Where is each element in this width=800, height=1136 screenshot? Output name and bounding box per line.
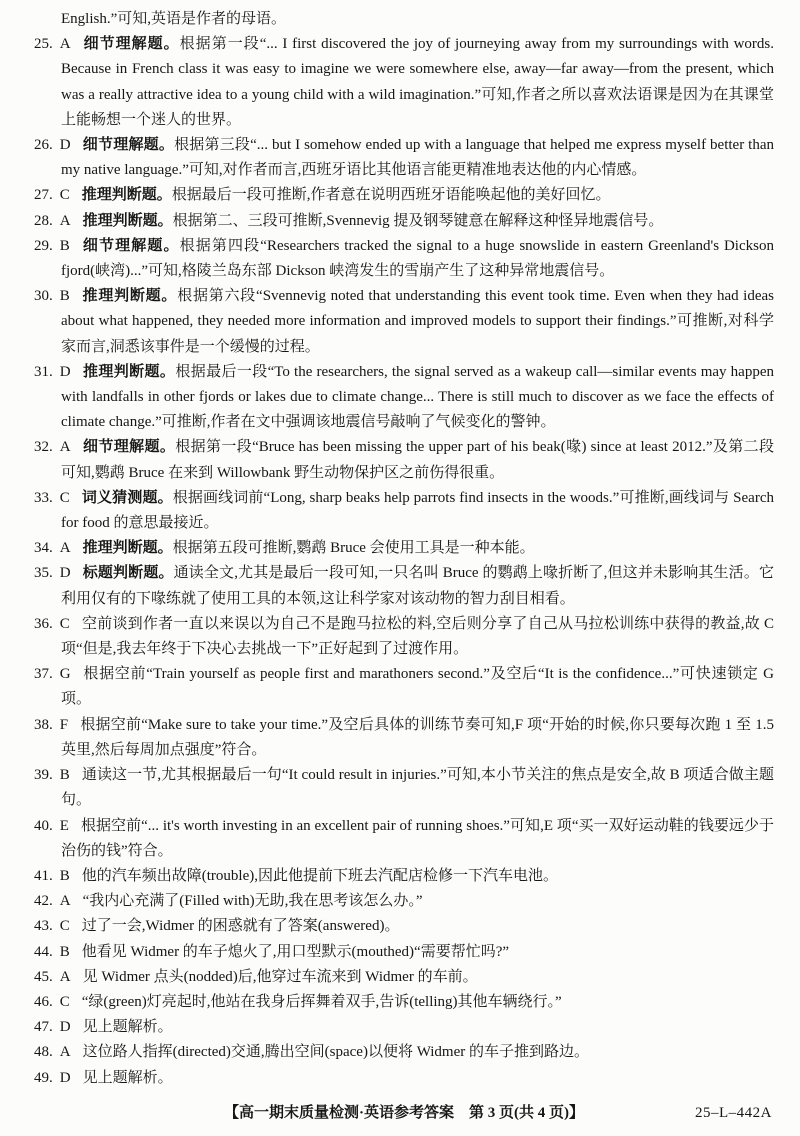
item-explanation: 他的汽车频出故障(trouble),因此他提前下班去汽配店检修一下汽车电池。 <box>81 867 558 884</box>
answer-list <box>34 32 774 1091</box>
item-answer-letter: C <box>59 489 70 506</box>
item-answer-letter: B <box>59 867 70 884</box>
answer-item-26 <box>34 133 774 183</box>
item-number: 40. <box>34 817 53 834</box>
item-number: 33. <box>34 489 53 506</box>
item-answer-letter: A <box>59 36 71 53</box>
item-answer-letter: B <box>59 237 70 254</box>
item-number: 47. <box>34 1019 53 1036</box>
item-answer-letter: D <box>59 137 71 154</box>
answer-item-31 <box>34 360 774 436</box>
item-number: 44. <box>34 943 53 960</box>
item-number: 26. <box>34 137 53 154</box>
answer-item-27 <box>34 183 774 208</box>
item-explanation: 他看见 Widmer 的车子熄火了,用口型默示(mouthed)“需要帮忙吗?” <box>81 943 510 960</box>
item-answer-letter: A <box>59 212 71 229</box>
answer-item-46 <box>34 990 774 1015</box>
answer-item-33 <box>34 486 774 536</box>
item-number: 39. <box>34 767 53 784</box>
item-question-type: 细节理解题。 <box>82 137 175 154</box>
item-answer-letter: C <box>59 993 70 1010</box>
answer-item-39 <box>34 763 774 813</box>
answer-item-45 <box>34 965 774 990</box>
page-footer <box>34 1102 774 1124</box>
answer-item-35 <box>34 561 774 611</box>
item-answer-letter: D <box>59 363 71 380</box>
item-number: 43. <box>34 918 53 935</box>
answer-item-48 <box>34 1040 774 1065</box>
item-number: 48. <box>34 1044 53 1061</box>
answer-item-38 <box>34 713 774 763</box>
item-number: 38. <box>34 716 53 733</box>
item-answer-letter: G <box>59 666 71 683</box>
answer-item-30 <box>34 284 774 360</box>
item-answer-letter: B <box>59 767 70 784</box>
item-answer-letter: A <box>59 893 71 910</box>
item-answer-letter: C <box>59 615 70 632</box>
item-explanation: 根据第二、三段可推断,Svennevig 提及钢琴键意在解释这种怪异地震信号。 <box>172 212 664 229</box>
item-explanation: 根据第一段“... I first discovered the joy of journeying away from my surroundings with words. Because in French class it was easy to imagine we were somewhere else, away—far away—from the present, which was a really attractive idea to a young child with a wild imagination.”可知,作者之所以喜欢法语课是因为在其课堂上能畅想一个迷人的世界。 <box>61 36 774 128</box>
footer-title: 【高一期末质量检测·英语参考答案 第 3 页(共 4 页)】 <box>224 1105 584 1121</box>
item-explanation: 见 Widmer 点头(nodded)后,他穿过车流来到 Widmer 的车前。 <box>82 968 478 985</box>
item-answer-letter: A <box>59 1044 71 1061</box>
item-explanation: 根据空前“Train yourself as people first and marathoners second.”及空后“It is the confidence...”可快速锁定 G 项。 <box>61 666 774 708</box>
item-explanation: 根据最后一段可推断,作者意在说明西班牙语能唤起他的美好回忆。 <box>171 187 611 204</box>
item-question-type: 推理判断题。 <box>81 288 178 305</box>
item-question-type: 细节理解题。 <box>82 439 176 456</box>
item-explanation: 根据第五段可推断,鹦鹉 Bruce 会使用工具是一种本能。 <box>172 540 535 557</box>
item-answer-letter: B <box>59 943 70 960</box>
item-explanation: 根据第四段“Researchers tracked the signal to a huge snowslide in eastern Greenland's Dickson fjord(峡湾)...”可知,格陵兰岛东部 Dickson 峡湾发生的雪崩产生了这种异常地震信号。 <box>61 237 774 280</box>
item-number: 45. <box>34 968 53 985</box>
answer-item-29 <box>34 234 774 284</box>
answer-item-47 <box>34 1015 774 1040</box>
item-question-type: 推理判断题。 <box>82 363 176 380</box>
item-explanation: 根据第三段“... but I somehow ended up with a language that helped me express myself better than my native language.”可知,对作者而言,西班牙语比其他语言能更精准地表达他的内心情感。 <box>61 137 774 179</box>
item-explanation: 根据空前“... it's worth investing in an excellent pair of running shoes.”可知,E 项“买一双好运动鞋的钱要远少于治伤的钱”符合。 <box>61 817 774 859</box>
item-answer-letter: A <box>59 968 71 985</box>
answer-item-43 <box>34 914 774 939</box>
item-answer-letter: A <box>59 439 71 456</box>
item-answer-letter: C <box>59 918 70 935</box>
item-number: 32. <box>34 439 53 456</box>
item-question-type: 推理判断题。 <box>81 187 172 204</box>
item-number: 35. <box>34 565 53 582</box>
item-answer-letter: D <box>59 565 71 582</box>
answer-item-36 <box>34 612 774 662</box>
item-explanation: 根据最后一段“To the researchers, the signal served as a wakeup call—similar events may happen with landfalls in other fjords or lakes due to climate change... There is still much to discover as we face the effects of climate change.”可推断,作者在文中强调该地震信号敲响了气候变化的警钟。 <box>61 363 774 431</box>
item-explanation: 通读这一节,尤其根据最后一句“It could result in injuries.”可知,本小节关注的焦点是安全,故 B 项适合做主题句。 <box>61 767 774 809</box>
answer-item-37 <box>34 662 774 712</box>
item-question-type: 推理判断题。 <box>82 212 173 229</box>
item-explanation: 根据空前“Make sure to take your time.”及空后具体的训练节奏可知,F 项“开始的时候,你只要每次跑 1 至 1.5 英里,然后每周加点强度”符合。 <box>61 716 774 758</box>
item-question-type: 词义猜测题。 <box>81 489 173 506</box>
item-explanation: 见上题解析。 <box>82 1069 173 1086</box>
item-explanation: 过了一会,Widmer 的困惑就有了答案(answered)。 <box>81 918 400 935</box>
item-explanation: 根据画线词前“Long, sharp beaks help parrots find insects in the woods.”可推断,画线词与 Search for food 的意思最接近。 <box>61 489 774 532</box>
item-number: 46. <box>34 993 53 1010</box>
item-answer-letter: C <box>59 187 70 204</box>
item-explanation: 空前谈到作者一直以来误以为自己不是跑马拉松的料,空后则分享了自己从马拉松训练中获得的教益,故 C 项“但是,我去年终于下决心去挑战一下”正好起到了过渡作用。 <box>61 615 774 658</box>
answer-item-25 <box>34 32 774 133</box>
item-number: 42. <box>34 893 53 910</box>
item-number: 29. <box>34 237 53 254</box>
item-number: 37. <box>34 666 53 683</box>
item-explanation: 根据第六段“Svennevig noted that understanding this event took time. Even when they had ideas about what happened, they needed more information and improved models to support their findings.”可推断,对科学家而言,洞悉该事件是一个缓慢的过程。 <box>61 288 774 355</box>
answer-item-41 <box>34 864 774 889</box>
item-explanation: “绿(green)灯亮起时,他站在我身后挥舞着双手,告诉(telling)其他车辆绕行。” <box>81 993 562 1010</box>
item-explanation: 这位路人指挥(directed)交通,腾出空间(space)以便将 Widmer 的车子推到路边。 <box>82 1044 589 1061</box>
item-number: 34. <box>34 540 53 557</box>
item-number: 36. <box>34 615 53 632</box>
answer-item-42 <box>34 889 774 914</box>
item-number: 27. <box>34 187 53 204</box>
item-answer-letter: D <box>59 1019 71 1036</box>
answer-item-40 <box>34 814 774 864</box>
item-question-type: 细节理解题。 <box>81 237 180 254</box>
item-question-type: 推理判断题。 <box>82 540 173 557</box>
answer-item-32 <box>34 435 774 485</box>
item-number: 49. <box>34 1069 53 1086</box>
item-explanation: 根据第一段“Bruce has been missing the upper part of his beak(喙) since at least 2012.”及第二段可知,鹦鹉 Bruce 在来到 Willowbank 野生动物保护区之前伤得很重。 <box>61 439 774 481</box>
item-explanation: “我内心充满了(Filled with)无助,我在思考该怎么办。” <box>82 893 423 910</box>
item-answer-letter: F <box>59 716 69 733</box>
item-number: 28. <box>34 212 53 229</box>
answer-item-49 <box>34 1066 774 1091</box>
continuation-line: English.”可知,英语是作者的母语。 <box>61 11 286 27</box>
answer-item-44 <box>34 940 774 965</box>
item-number: 25. <box>34 36 53 53</box>
paper-code: 25–L–442A <box>695 1105 772 1121</box>
item-question-type: 细节理解题。 <box>82 36 180 53</box>
item-question-type: 标题判断题。 <box>82 565 174 582</box>
item-number: 31. <box>34 363 53 380</box>
answer-item-28 <box>34 209 774 234</box>
item-answer-letter: A <box>59 540 71 557</box>
item-answer-letter: B <box>59 288 70 305</box>
item-answer-letter: D <box>59 1069 71 1086</box>
item-explanation: 通读全文,尤其是最后一段可知,一只名叫 Bruce 的鹦鹉上喙折断了,但这并未影响其生活。它利用仅有的下喙练就了使用工具的本领,这让科学家对该动物的智力刮目相看。 <box>61 565 774 607</box>
item-number: 30. <box>34 288 53 305</box>
item-number: 41. <box>34 867 53 884</box>
answer-item-34 <box>34 536 774 561</box>
item-explanation: 见上题解析。 <box>82 1019 173 1036</box>
item-answer-letter: E <box>59 817 69 834</box>
